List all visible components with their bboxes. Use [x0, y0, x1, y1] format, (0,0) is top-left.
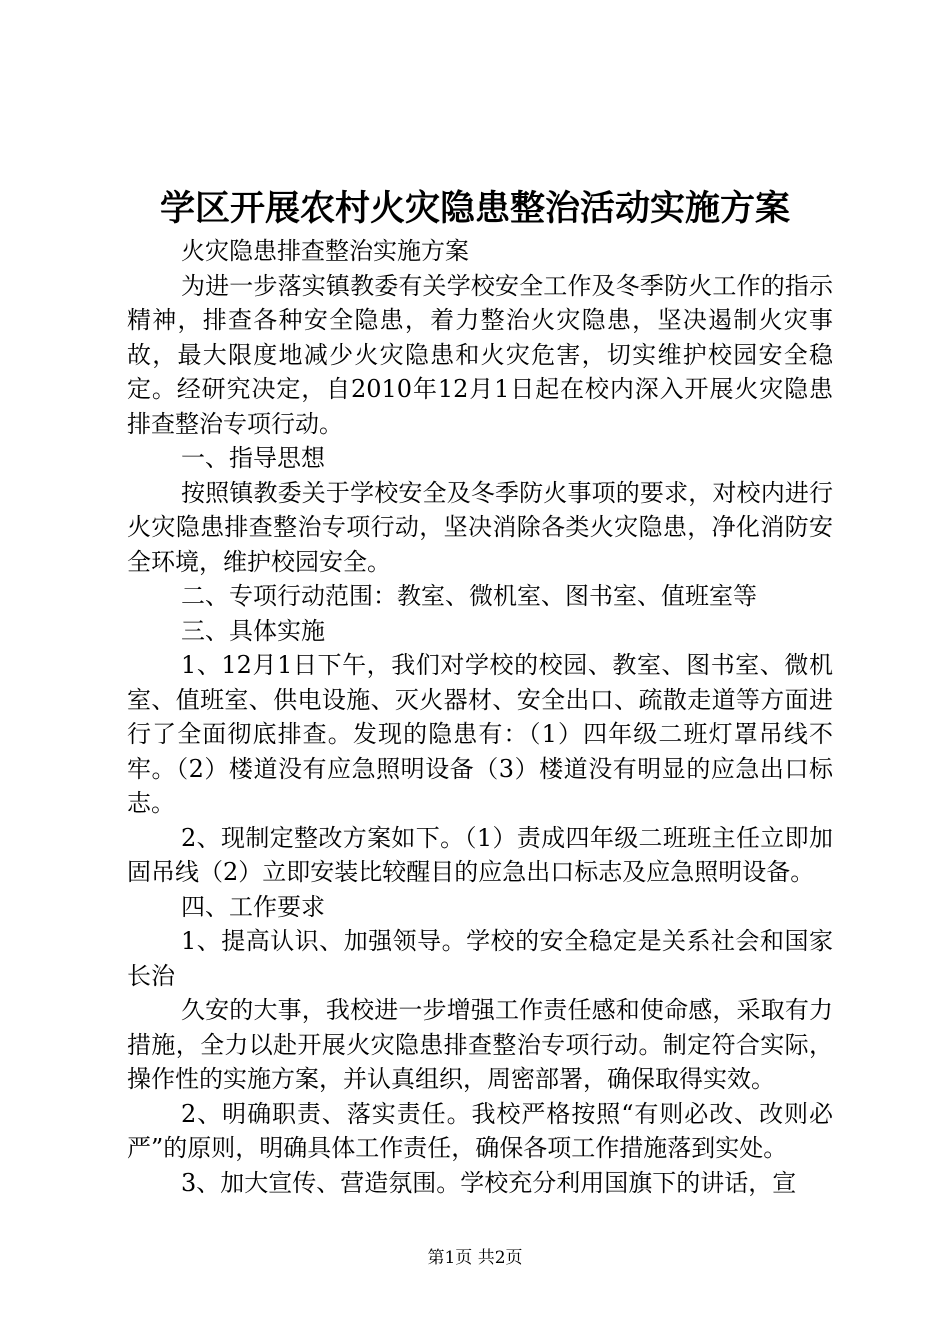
requirement-item-1: 1、提高认识、加强领导。学校的安全稳定是关系社会和国家长治: [127, 927, 833, 990]
section-heading-requirements: 四、工作要求: [181, 892, 325, 921]
guiding-paragraph: 按照镇教委关于学校安全及冬季防火事项的要求，对校内进行火灾隐患排查整治专项行动，坚决消除各类火灾隐患，净化消防安全环境，维护校园安全。: [127, 478, 833, 576]
implementation-item-2: 2、现制定整改方案如下。（1）责成四年级二班班主任立即加固吊线（2）立即安装比较醒目的应急出口标志及应急照明设备。: [127, 823, 833, 886]
section-heading-scope: 二、专项行动范围：教室、微机室、图书室、值班室等: [181, 582, 757, 610]
page-number-footer: 第1页 共2页: [427, 1248, 523, 1268]
requirement-item-3: 3、加大宣传、营造氛围。学校充分利用国旗下的讲话，宣: [181, 1168, 797, 1197]
section-heading-implementation: 三、具体实施: [181, 616, 325, 645]
requirement-item-1-continued: 久安的大事，我校进一步增强工作责任感和使命感，采取有力措施，全力以赴开展火灾隐患排查整治专项行动。制定符合实际，操作性的实施方案，并认真组织，周密部署，确保取得实效。: [127, 996, 833, 1093]
document-body: [127, 234, 833, 1200]
section-heading-guiding: 一、指导思想: [181, 444, 325, 472]
intro-paragraph: 为进一步落实镇教委有关学校安全工作及冬季防火工作的指示精神，排查各种安全隐患，着力整治火灾隐患，坚决遏制火灾事故，最大限度地减少火灾隐患和火灾危害，切实维护校园安全稳定。经研究决定，自2010年12月1日起在校内深入开展火灾隐患排查整治专项行动。: [127, 271, 833, 438]
implementation-item-1: 1、12月1日下午，我们对学校的校园、教室、图书室、微机室、值班室、供电设施、灭火器材、安全出口、疏散走道等方面进行了全面彻底排查。发现的隐患有：（1）四年级二班灯罩吊线不牢。（2）楼道没有应急照明设备（3）楼道没有明显的应急出口标志。: [127, 651, 833, 817]
requirement-item-2: 2、明确职责、落实责任。我校严格按照“有则必改、改则必严”的原则，明确具体工作责任，确保各项工作措施落到实处。: [127, 1099, 833, 1162]
subtitle-paragraph: 火灾隐患排查整治实施方案: [181, 237, 469, 265]
document-title: 学区开展农村火灾隐患整治活动实施方案: [159, 188, 790, 229]
